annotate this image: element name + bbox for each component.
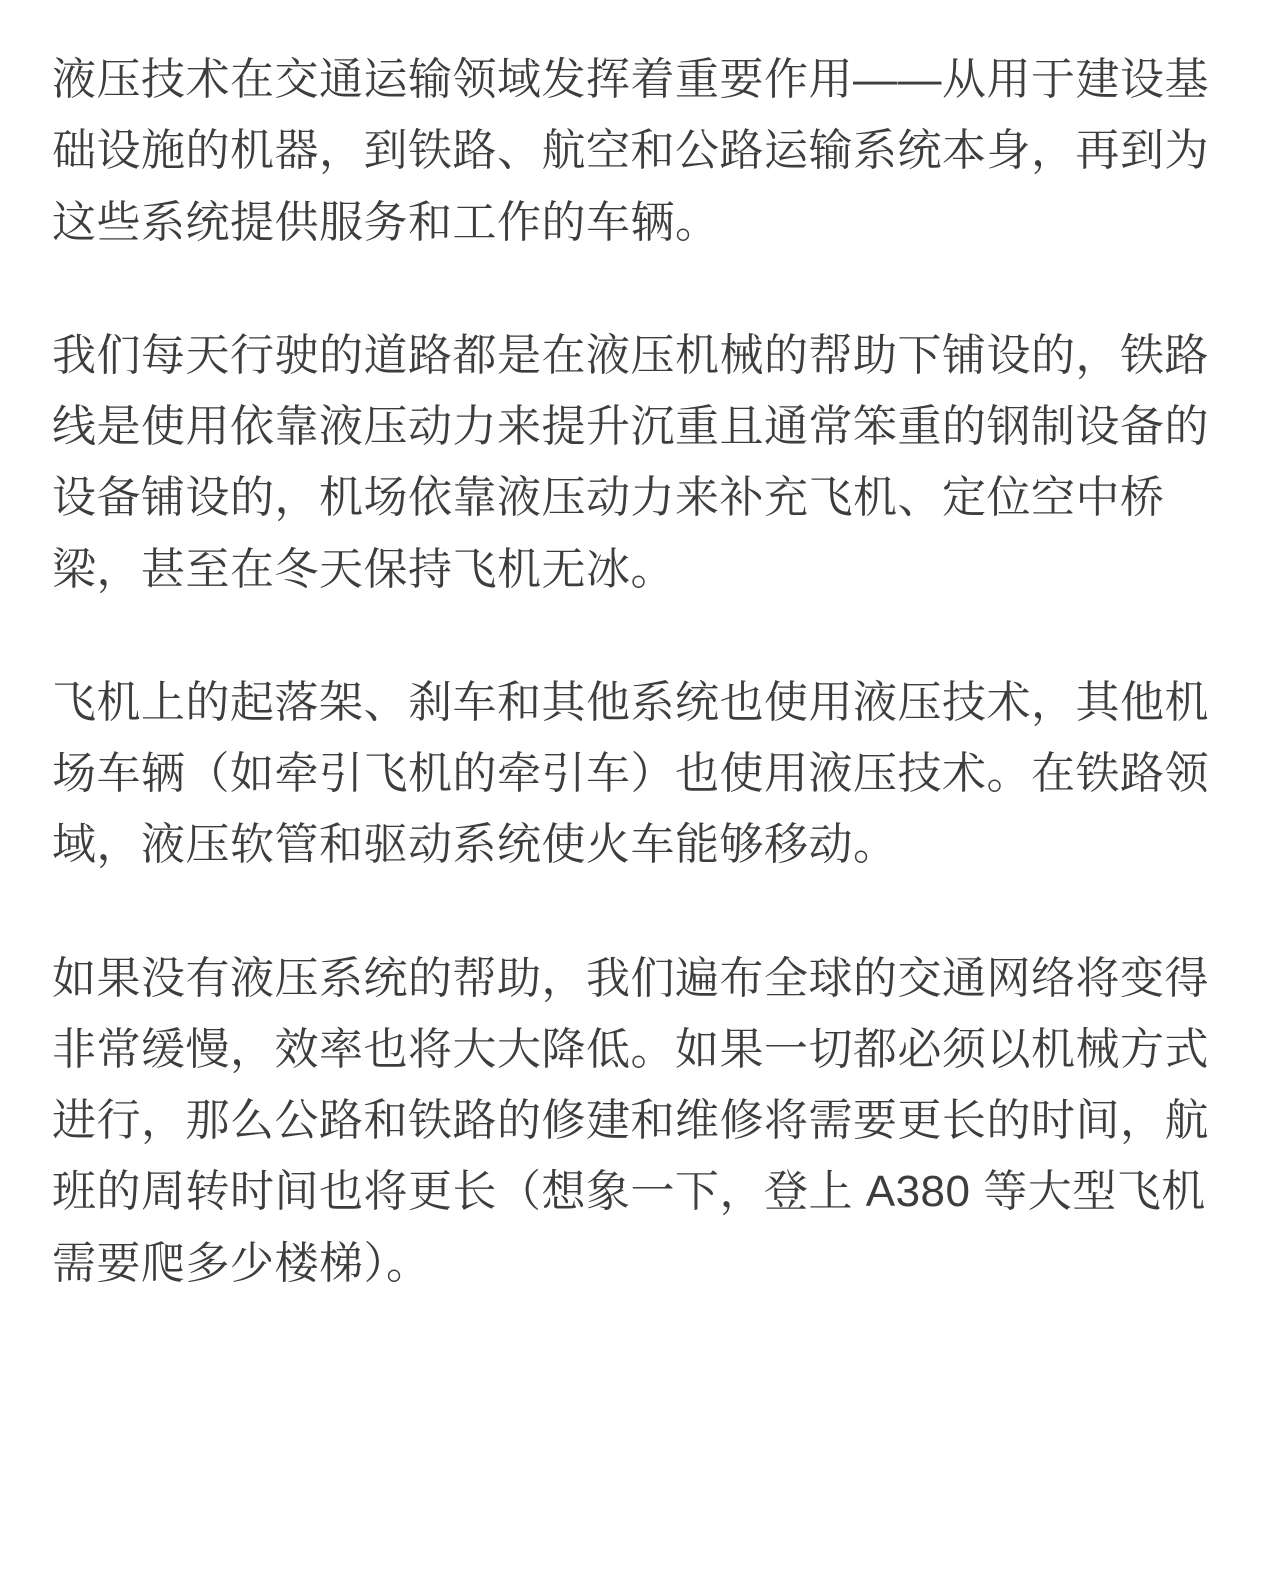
paragraph-4: 如果没有液压系统的帮助，我们遍布全球的交通网络将变得非常缓慢，效率也将大大降低。如果一切都必须以机械方式进行，那么公路和铁路的修建和维修将需要更长的时间，航班的周转时间也将更长（想象一下，登上 A380 等大型飞机需要爬多少楼梯）。: [52, 953, 1209, 1288]
paragraph-1: 液压技术在交通运输领域发挥着重要作用——从用于建设基础设施的机器，到铁路、航空和公路运输系统本身，再到为这些系统提供服务和工作的车辆。: [52, 55, 1209, 247]
paragraph-2: 我们每天行驶的道路都是在液压机械的帮助下铺设的，铁路线是使用依靠液压动力来提升沉重且通常笨重的钢制设备的设备铺设的，机场依靠液压动力来补充飞机、定位空中桥梁，甚至在冬天保持飞机无冰。: [52, 330, 1209, 594]
paragraph-3: 飞机上的起落架、刹车和其他系统也使用液压技术，其他机场车辆（如牵引飞机的牵引车）也使用液压技术。在铁路领域，液压软管和驱动系统使火车能够移动。: [52, 677, 1209, 870]
